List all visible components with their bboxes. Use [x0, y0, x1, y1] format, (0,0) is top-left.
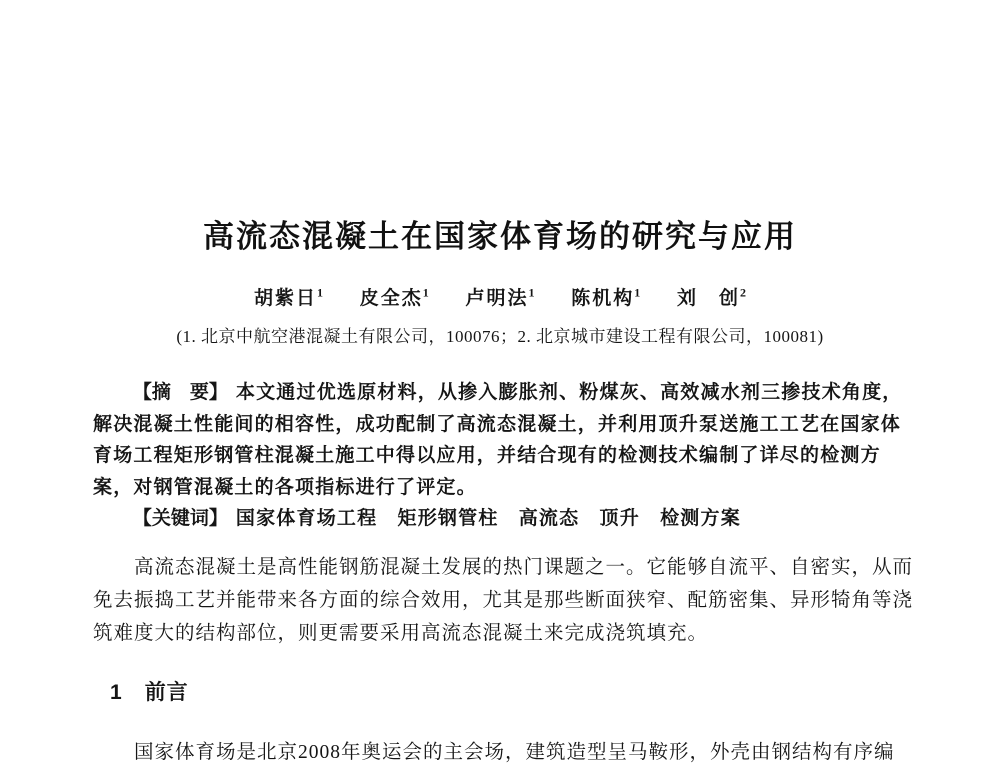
keywords-label: 【关键词】	[132, 508, 228, 529]
author-name: 陈机构	[571, 288, 635, 309]
author	[465, 283, 534, 310]
author-affil-mark: 1	[422, 285, 429, 300]
keywords-line	[93, 503, 918, 535]
author-name: 胡紫日	[253, 288, 317, 309]
author-line	[0, 283, 1000, 310]
abstract-line-2: 解决混凝土性能间的相容性，成功配制了高流态混凝土，并利用顶升泵送施工工艺在国家体	[93, 413, 902, 435]
intro-line-2: 免去振捣工艺并能带来各方面的综合效用，尤其是那些断面狭窄、配筋密集、异形犄角等浇	[93, 590, 914, 611]
intro-line-3: 筑难度大的结构部位，则更需要采用高流态混凝土来完成浇筑填充。	[93, 623, 709, 644]
abstract-section	[93, 377, 918, 535]
author-affil-mark: 1	[528, 285, 535, 300]
keywords-text: 国家体育场工程 矩形钢管柱 高流态 顶升 检测方案	[235, 508, 741, 529]
author-name: 刘 创	[677, 288, 741, 309]
intro-paragraph	[93, 551, 918, 650]
affiliation-line: (1. 北京中航空港混凝土有限公司，100076；2. 北京城市建设工程有限公司，100081)	[176, 327, 824, 346]
author	[571, 283, 640, 310]
section-title: 前言	[144, 681, 189, 704]
section-1-heading	[110, 676, 189, 706]
intro-line-1: 高流态混凝土是高性能钢筋混凝土发展的热门课题之一。它能够自流平、自密实，从而	[133, 557, 913, 578]
abstract-line-3: 育场工程矩形钢管柱混凝土施工中得以应用，并结合现有的检测技术编制了详尽的检测方	[93, 445, 881, 466]
author	[360, 283, 429, 310]
paper-title: 高流态混凝土在国家体育场的研究与应用	[203, 219, 797, 254]
author-affil-mark: 2	[740, 285, 747, 300]
clipped-bottom-line: 国家体育场是北京2008年奥运会的主会场，建筑造型呈马鞍形，外壳由钢结构有序编	[133, 742, 895, 763]
author	[677, 283, 746, 310]
abstract-line-1	[93, 377, 918, 409]
abstract-text: 本文通过优选原材料，从掺入膨胀剂、粉煤灰、高效减水剂三掺技术角度，	[235, 382, 903, 403]
author-name: 皮全杰	[359, 288, 423, 309]
author-name: 卢明法	[465, 288, 529, 309]
section-number: 1	[110, 681, 123, 704]
author-affil-mark: 1	[634, 285, 641, 300]
author-affil-mark: 1	[316, 285, 323, 300]
author	[254, 283, 323, 310]
abstract-line-4: 案，对钢管混凝土的各项指标进行了评定。	[93, 476, 477, 498]
abstract-label: 【摘 要】	[132, 382, 228, 403]
